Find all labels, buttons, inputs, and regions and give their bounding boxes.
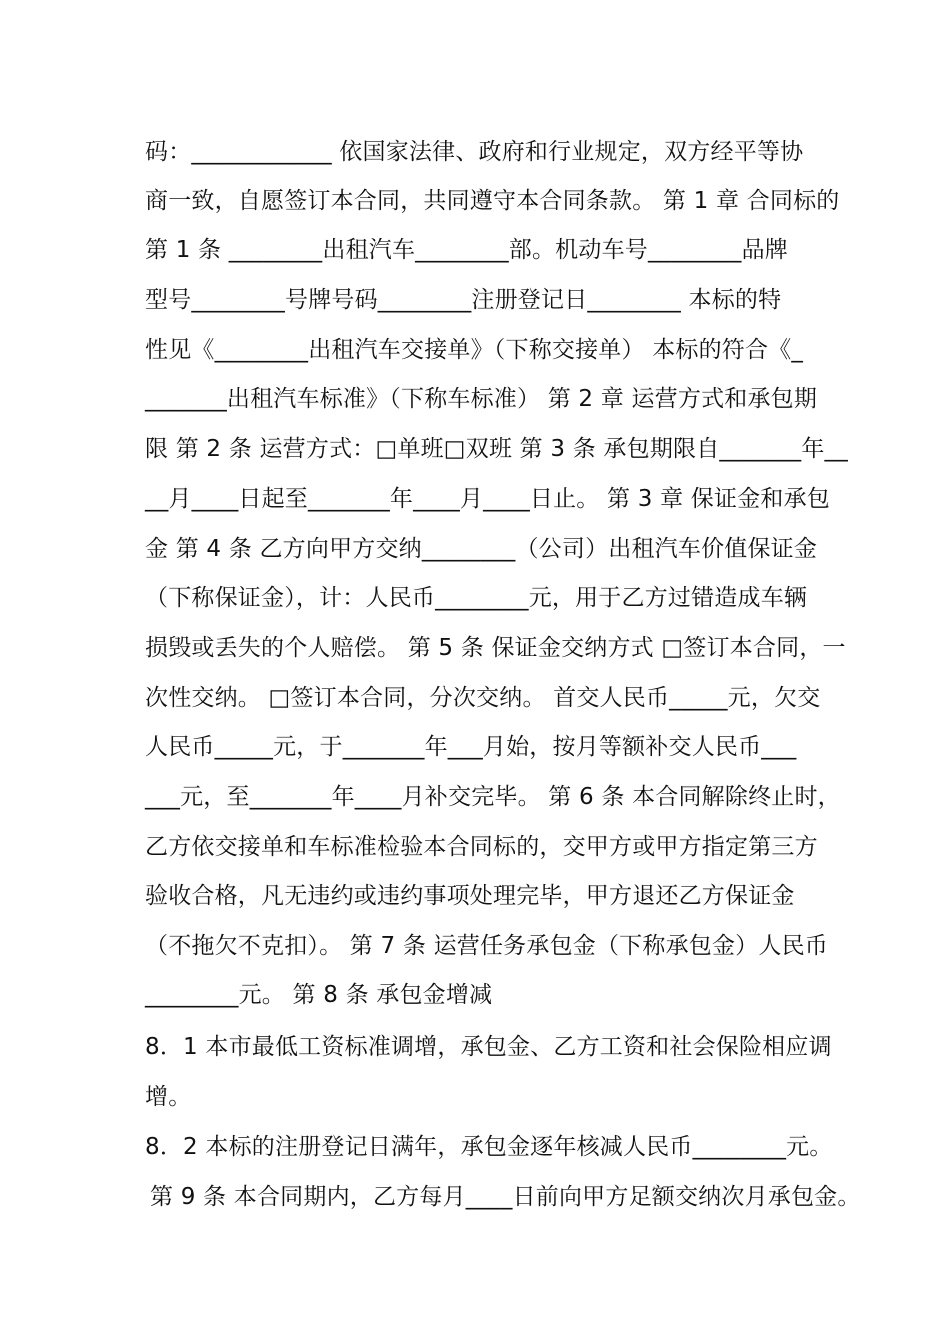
text-line: 商一致，自愿签订本合同，共同遵守本合同条款。 第 1 章 合同标的 (145, 188, 840, 214)
text-line: 验收合格，凡无违约或违约事项处理完毕，甲方退还乙方保证金 (145, 883, 795, 909)
text-line: 8．2 本标的注册登记日满年，承包金逐年核减人民币________元。 (145, 1134, 833, 1160)
text-line: 第 9 条 本合同期内，乙方每月____日前向甲方足额交纳次月承包金。 (150, 1184, 861, 1210)
text-line: 型号________号牌号码________注册登记日________ 本标的特 (145, 287, 782, 313)
text-line: 第 1 条 ________出租汽车________部。机动车号________品牌 (145, 237, 788, 263)
text-line: （下称保证金），计：人民币________元，用于乙方过错造成车辆 (145, 585, 808, 611)
text-line: 人民币_____元，于_______年___月始，按月等额补交人民币___ (145, 734, 797, 760)
text-line: _______出租汽车标准》（下称车标准） 第 2 章 运营方式和承包期 (145, 386, 818, 412)
text-line: 性见《________出租汽车交接单》（下称交接单） 本标的符合《_ (145, 337, 804, 363)
text-line: （不拖欠不克扣）。 第 7 条 运营任务承包金（下称承包金）人民币 (145, 933, 828, 959)
text-line: 限 第 2 条 运营方式：□单班□双班 第 3 条 承包期限自_______年__ (145, 436, 848, 462)
text-line: 增。 (145, 1084, 192, 1110)
text-line: ________元。 第 8 条 承包金增减 (145, 982, 493, 1008)
text-line: 次性交纳。 □签订本合同，分次交纳。 首交人民币_____元，欠交 (145, 685, 821, 711)
text-line: 损毁或丢失的个人赔偿。 第 5 条 保证金交纳方式 □签订本合同，一 (145, 635, 846, 661)
text-line: 乙方依交接单和车标准检验本合同标的，交甲方或甲方指定第三方 (145, 834, 818, 860)
text-line: 码：____________ 依国家法律、政府和行业规定，双方经平等协 (145, 139, 804, 165)
text-line: 金 第 4 条 乙方向甲方交纳________（公司）出租汽车价值保证金 (145, 536, 818, 562)
text-line: __月____日起至_______年____月____日止。 第 3 章 保证金和承包 (145, 486, 830, 512)
text-line: 8．1 本市最低工资标准调增，承包金、乙方工资和社会保险相应调 (145, 1034, 832, 1060)
text-line: ___元，至_______年____月补交完毕。 第 6 条 本合同解除终止时， (145, 784, 841, 810)
